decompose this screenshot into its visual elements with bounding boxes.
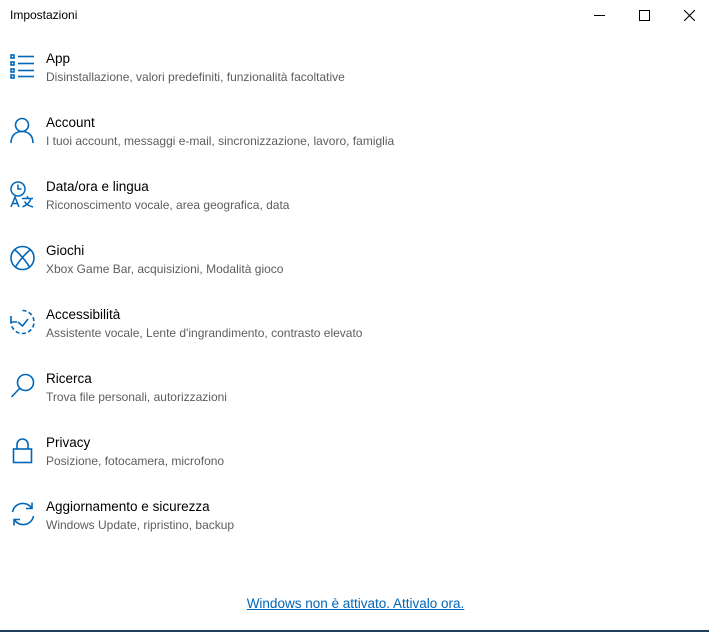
settings-item-title: Account (46, 115, 95, 130)
person-icon (9, 116, 37, 144)
settings-item-accounts[interactable] (0, 108, 709, 172)
settings-item-description: Windows Update, ripristino, backup (46, 518, 235, 532)
settings-item-time-language[interactable] (0, 172, 709, 236)
settings-item-accessibility[interactable] (0, 300, 709, 364)
settings-item-description: Disinstallazione, valori predefiniti, funzionalità facoltative (46, 70, 345, 84)
settings-item-title: Ricerca (46, 371, 92, 386)
settings-item-title: Privacy (46, 435, 91, 450)
settings-category-list (0, 44, 709, 556)
activation-notice (0, 595, 709, 613)
apps-list-icon (9, 52, 37, 80)
settings-item-description: I tuoi account, messaggi e-mail, sincronizzazione, lavoro, famiglia (46, 134, 395, 148)
minimize-icon (594, 10, 605, 21)
settings-item-update-security[interactable] (0, 492, 709, 556)
settings-item-apps[interactable] (0, 44, 709, 108)
settings-item-title: Accessibilità (46, 307, 121, 322)
window-title: Impostazioni (10, 8, 78, 22)
xbox-icon (9, 244, 37, 272)
settings-item-title: Aggiornamento e sicurezza (46, 499, 210, 514)
minimize-button[interactable] (576, 0, 622, 31)
settings-item-description: Riconoscimento vocale, area geografica, data (46, 198, 290, 212)
settings-item-title: App (46, 51, 71, 66)
close-button[interactable] (666, 0, 709, 31)
settings-item-description: Xbox Game Bar, acquisizioni, Modalità gioco (46, 262, 284, 276)
settings-item-description: Posizione, fotocamera, microfono (46, 454, 225, 468)
close-icon (684, 10, 695, 21)
maximize-button[interactable] (621, 0, 667, 31)
time-language-icon (9, 180, 37, 208)
lock-icon (9, 436, 37, 464)
settings-item-search[interactable] (0, 364, 709, 428)
ease-of-access-icon (9, 308, 37, 336)
settings-item-gaming[interactable] (0, 236, 709, 300)
search-icon (9, 372, 37, 400)
activate-windows-link[interactable]: Windows non è attivato. Attivalo ora. (246, 596, 465, 611)
update-sync-icon (9, 500, 37, 528)
settings-item-title: Giochi (46, 243, 85, 258)
settings-item-description: Trova file personali, autorizzazioni (46, 390, 227, 404)
maximize-icon (639, 10, 650, 21)
settings-item-title: Data/ora e lingua (46, 179, 149, 194)
title-bar (0, 0, 709, 31)
settings-item-privacy[interactable] (0, 428, 709, 492)
settings-item-description: Assistente vocale, Lente d'ingrandimento, contrasto elevato (46, 326, 363, 340)
